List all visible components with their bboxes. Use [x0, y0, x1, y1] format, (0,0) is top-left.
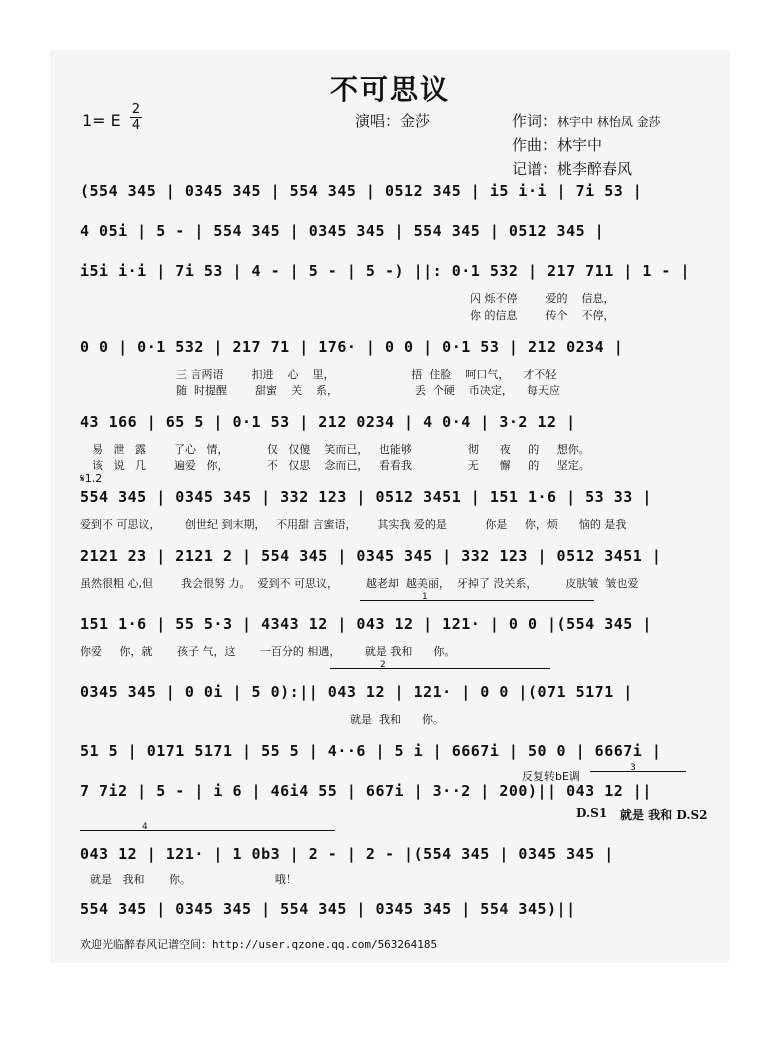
- key-signature: 1= E: [82, 111, 121, 130]
- volta-bracket-4: [80, 822, 335, 832]
- volta-label: 3: [630, 763, 636, 773]
- notation-row-11: 7 7i2 | 5 - | i 6 | 46i4 55 | 667i | 3··2 | 200)|| 043 12 ||: [80, 782, 652, 800]
- time-signature: [130, 103, 142, 132]
- footer-link-text: 欢迎光临醉春风记谱空间：http://user.qzone.qq.com/563264185: [80, 938, 438, 951]
- lyric-line: 就是 我和 你。 哦！: [90, 873, 297, 886]
- lyric-line: 就是 我和 你。: [350, 713, 444, 726]
- composer: 作曲：林宇中: [512, 136, 603, 154]
- notation-row-3: i5i i·i | 7i 53 | 4 - | 5 - | 5 -) ||: 0·1 532 | 217 711 | 1 - |: [80, 262, 690, 280]
- volta-bracket-3: [590, 763, 686, 773]
- notation-row-7: 2121 23 | 2121 2 | 554 345 | 0345 345 | 332 123 | 0512 3451 |: [80, 547, 662, 565]
- notation-row-9: 0345 345 | 0 0i | 5 0):|| 043 12 | 121· | 0 0 |(071 5171 |: [80, 683, 633, 701]
- key-change-mark: 反复转bE调: [522, 770, 580, 783]
- notation-row-2: 4 05i | 5 - | 554 345 | 0345 345 | 554 345 | 0512 345 |: [80, 222, 605, 240]
- notation-row-13: 554 345 | 0345 345 | 554 345 | 0345 345 | 554 345)||: [80, 900, 576, 918]
- notation-row-10: 51 5 | 0171 5171 | 55 5 | 4··6 | 5 i | 6667i | 50 0 | 6667i |: [80, 742, 662, 760]
- notation-row-12: 043 12 | 121· | 1 0b3 | 2 - | 2 - |(554 345 | 0345 345 |: [80, 845, 614, 863]
- lyricist-label: 作词：: [512, 112, 558, 130]
- segno-mark: 𝄋1.2: [80, 472, 103, 485]
- notation-row-1: (554 345 | 0345 345 | 554 345 | 0512 345 | i5 i·i | 7i 53 |: [80, 182, 643, 200]
- notation-row-4: 0 0 | 0·1 532 | 217 71 | 176· | 0 0 | 0·1 53 | 212 0234 |: [80, 338, 624, 356]
- lyric-line: 三 言两语 扣进 心 里， 捂 住脸 呵口气， 才不轻: [176, 368, 557, 381]
- notation-row-8: 151 1·6 | 55 5·3 | 4343 12 | 043 12 | 121· | 0 0 |(554 345 |: [80, 615, 652, 633]
- notation-row-5: 43 166 | 65 5 | 0·1 53 | 212 0234 | 4 0·4 | 3·2 12 |: [80, 413, 576, 431]
- notation-row-6: 554 345 | 0345 345 | 332 123 | 0512 3451 | 151 1·6 | 53 33 |: [80, 488, 652, 506]
- lyric-line: 随 时提醒 甜蜜 关 系， 丢 个硬 币决定， 每天应: [176, 384, 560, 397]
- lyricist: [512, 110, 661, 131]
- lyric-line: 你 的信息 传个 不停，: [470, 309, 615, 322]
- singer: 演唱：金莎: [355, 112, 431, 130]
- lyric-line: 爱到不 可思议， 创世纪 到末期， 不用甜 言蜜语， 其实我 爱的是 你是 你，烦 恼的 是我: [80, 518, 627, 531]
- transcriber: 记谱：桃李醉春风: [512, 160, 633, 178]
- lyric-line: 你爱 你，就 孩子 气，这 一百分的 相遇， 就是 我和 你。: [80, 645, 456, 658]
- volta-label: 1: [422, 592, 428, 602]
- volta-label: 2: [380, 660, 386, 670]
- lyricist-names: 林宇中 林怡凤 金莎: [557, 115, 661, 129]
- ds2-mark: 就是 我和 D.S2: [620, 808, 708, 822]
- ds1-mark: D.S1: [576, 806, 608, 820]
- time-bottom: 4: [131, 118, 141, 133]
- time-top: 2: [131, 102, 141, 117]
- volta-bracket-1: [360, 592, 594, 602]
- volta-bracket-2: [330, 660, 550, 670]
- lyric-line: 虽然很粗 心,但 我会很努 力。 爱到不 可思议， 越老却 越美丽， 牙掉了 没关系， 皮肤皱 皱也爱: [80, 577, 639, 590]
- volta-label: 4: [142, 822, 148, 832]
- lyric-line: 该 说 几 遍爱 你， 不 仅思 念而已， 看看我 无 懈 的 坚定。: [92, 459, 590, 472]
- lyric-line: 闪 烁不停 爱的 信息，: [470, 292, 615, 305]
- song-title: 不可思议: [329, 73, 450, 106]
- lyric-line: 易 泄 露 了心 情， 仅 仅傻 笑而已， 也能够 彻 夜 的 想你。: [92, 443, 590, 456]
